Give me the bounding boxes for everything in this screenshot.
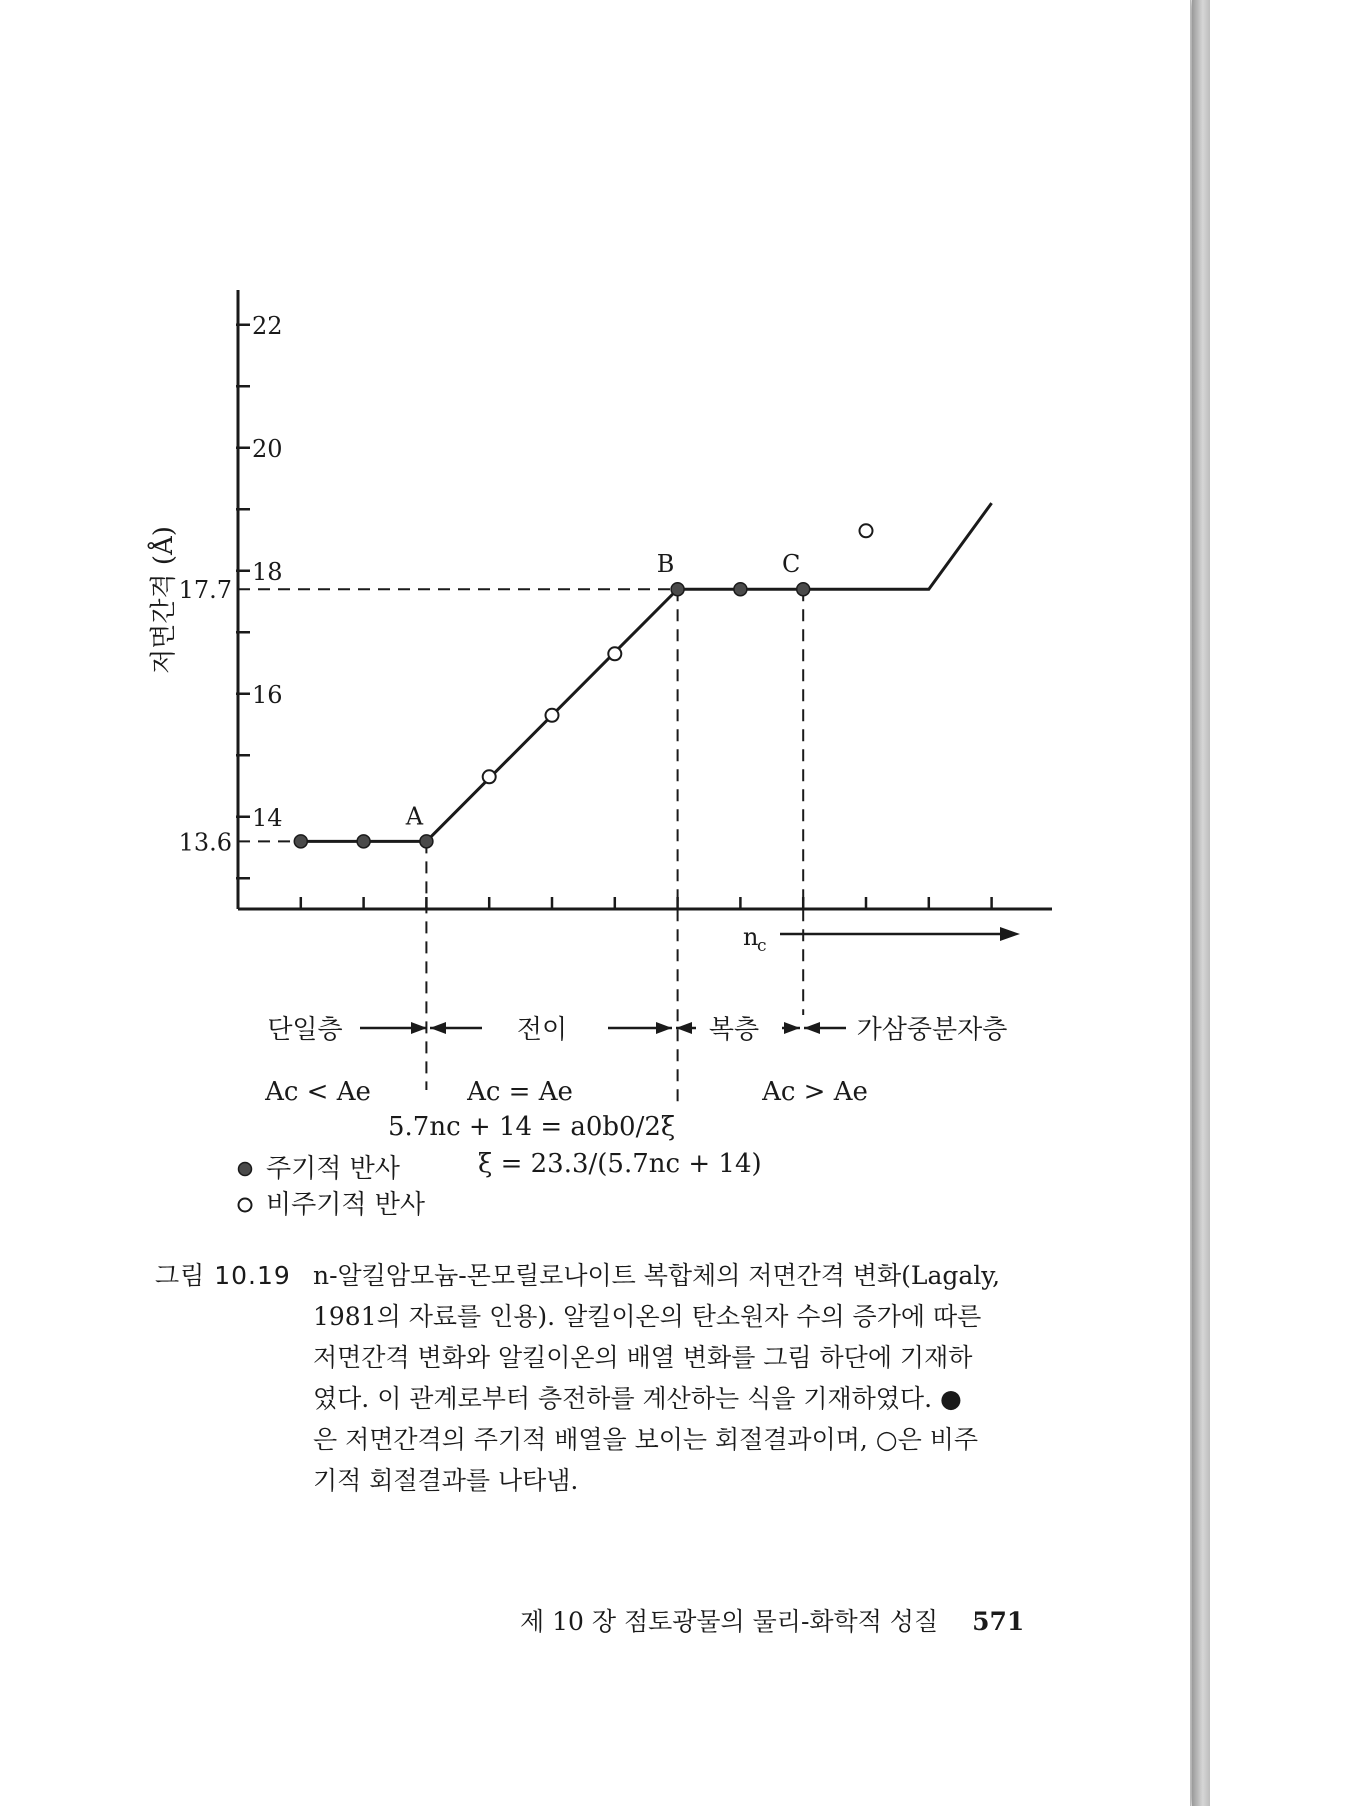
x-axis-label-sub: c <box>757 936 767 956</box>
x-axis-arrow-head <box>1000 927 1020 941</box>
chart-axes <box>147 290 1052 956</box>
legend-open-marker <box>239 1199 252 1212</box>
point-label-b: B <box>656 550 675 579</box>
y-tick-label: 22 <box>252 311 283 340</box>
region-arrow-head <box>430 1022 446 1034</box>
region-label-bilayer: 복층 <box>708 1015 760 1045</box>
legend-label: 비주기적 반사 <box>266 1190 425 1220</box>
periodic-point <box>294 835 307 848</box>
annotations <box>239 1015 1008 1220</box>
page-footer <box>520 1602 1024 1638</box>
page-edge <box>1192 0 1210 1806</box>
region-label-transition: 전이 <box>516 1015 568 1045</box>
page-number: 571 <box>972 1607 1025 1636</box>
nonperiodic-point <box>546 709 559 722</box>
region-arrow-head <box>411 1022 427 1034</box>
y-tick-label: 18 <box>252 557 283 586</box>
caption-text: n-알킬암모늄-몬모릴로나이트 복합체의 저면간격 변화(Lagaly, 1981의 자료를 인용). 알킬이온의 탄소원자 수의 증가에 따른 저면간격 변화와 알킬이온의 배열 변화를 그림 하단에 기재하 였다. 이 관계로부터 층전하를 계산하는 식을 기재하였다. ● 은 저면간격의 주기적 배열을 보이는 회절결과이며, ○은 비주 기적 회절결과를 나타냄. <box>313 1261 1001 1495</box>
condition-monolayer: Ac < Ae <box>265 1077 371 1107</box>
nonperiodic-point <box>608 647 621 660</box>
nonperiodic-point <box>483 770 496 783</box>
periodic-point <box>357 835 370 848</box>
periodic-point <box>420 835 433 848</box>
periodic-point <box>734 583 747 596</box>
formula-xi: ξ = 23.3/(5.7nc + 14) <box>478 1149 762 1179</box>
periodic-point <box>671 583 684 596</box>
legend-label: 주기적 반사 <box>266 1154 400 1184</box>
region-arrow-head <box>804 1022 820 1034</box>
chapter-title: 제 10 장 점토광물의 물리-화학적 성질 <box>520 1607 939 1636</box>
series-line <box>301 503 992 841</box>
reference-label: 13.6 <box>178 828 232 857</box>
region-label-monolayer: 단일층 <box>267 1015 343 1045</box>
y-tick-label: 14 <box>252 803 283 832</box>
y-tick-label: 20 <box>252 434 283 463</box>
periodic-point <box>797 583 810 596</box>
reference-label: 17.7 <box>178 576 232 605</box>
formula-charge: 5.7nc + 14 = a0b0/2ξ <box>388 1112 676 1142</box>
y-tick-label: 16 <box>252 680 283 709</box>
region-arrow-head <box>784 1022 800 1034</box>
data-series <box>301 503 992 841</box>
data-points <box>294 524 872 848</box>
condition-transition: Ac = Ae <box>467 1077 573 1107</box>
point-label-c: C <box>782 550 801 579</box>
caption-label: 그림 10.19 <box>155 1261 291 1290</box>
point-label-a: A <box>405 802 424 831</box>
legend-filled-marker <box>239 1163 252 1176</box>
x-axis-label-n: n <box>743 923 759 951</box>
region-label-pseudo-trimolecular: 가삼중분자층 <box>856 1015 1008 1045</box>
condition-bilayer: Ac > Ae <box>762 1077 868 1107</box>
region-arrow-head <box>656 1022 672 1034</box>
y-axis-label: 저면간격 (Å) <box>149 526 179 674</box>
nonperiodic-point <box>860 524 873 537</box>
